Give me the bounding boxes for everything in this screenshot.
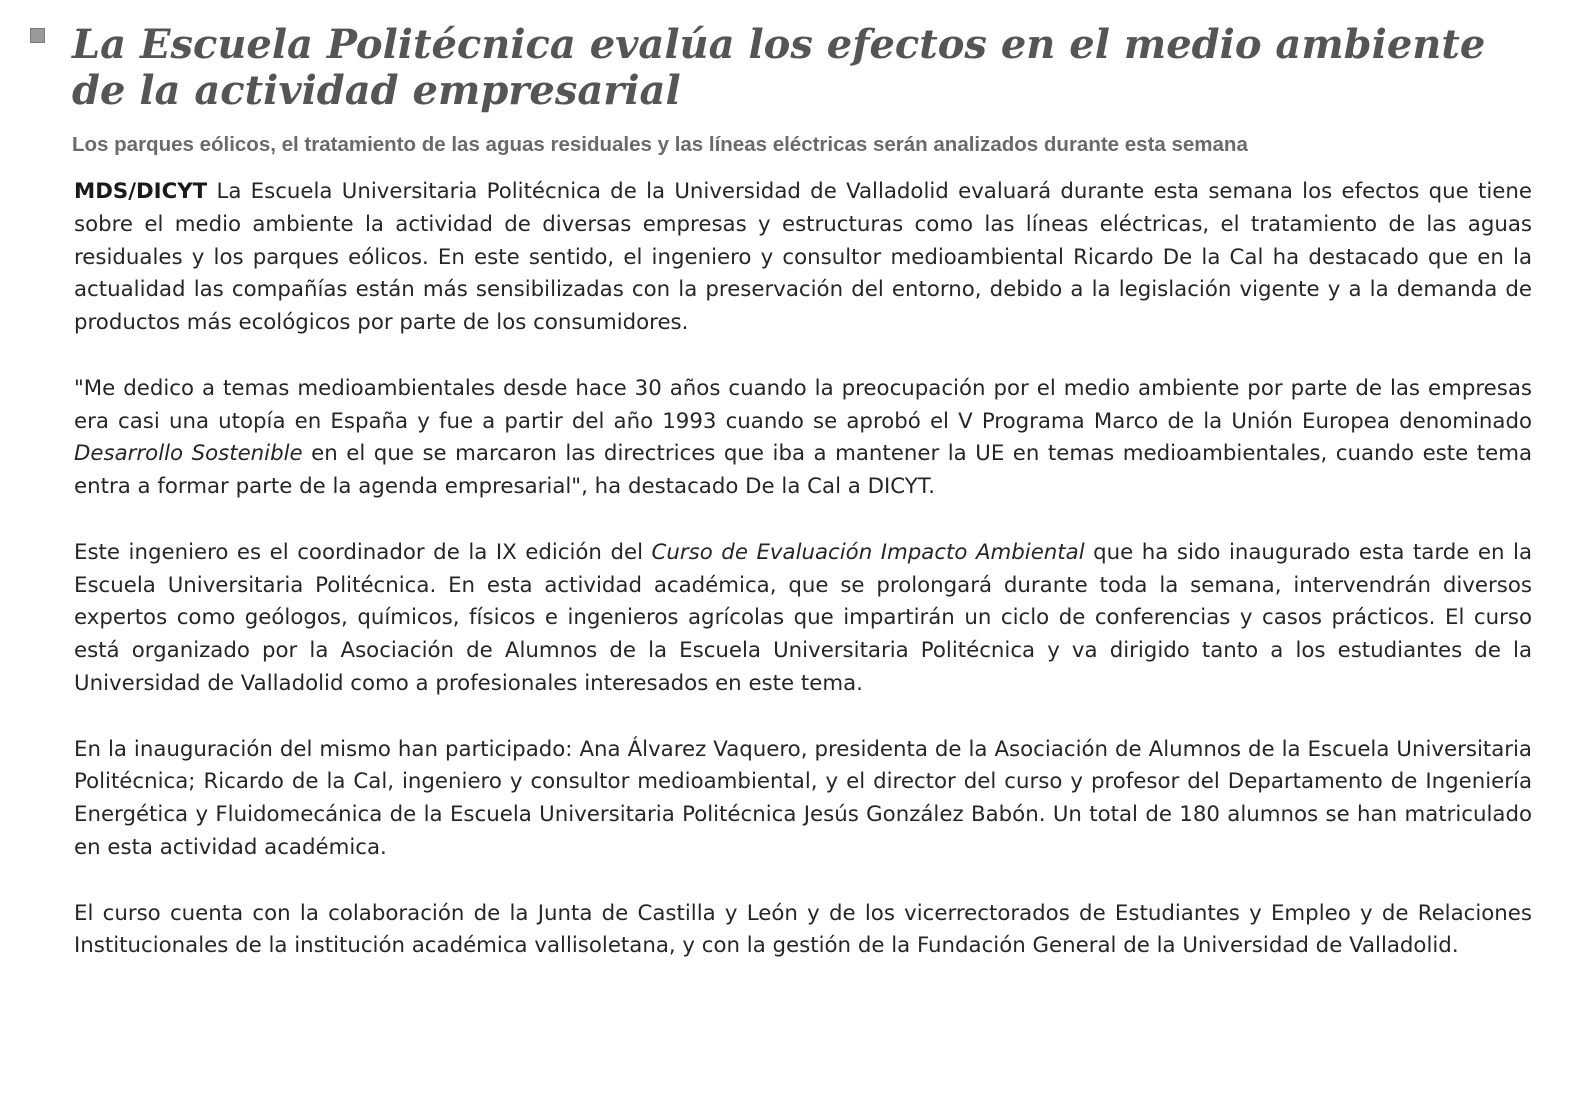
paragraph-2 <box>74 373 1532 504</box>
paragraph-5: El curso cuenta con la colaboración de la Junta de Castilla y León y de los vicerrectorados de Estudiantes y Empleo y de Relaciones Institucionales de la institución académica vallisoletana, y con la gestión de la Fundación General de la Universidad de Valladolid. <box>74 900 1532 959</box>
paragraph-1 <box>74 176 1532 340</box>
square-bullet-icon <box>30 28 45 43</box>
paragraph-3-text-end: que ha sido inaugurado esta tarde en la Escuela Universitaria Politécnica. En esta actividad académica, que se prolongará durante toda la semana, intervendrán diversos expertos como geólogos, químicos, físicos e ingenieros agrícolas que impartirán un ciclo de conferencias y casos prácticos. El curso está organizado por la Asociación de Alumnos de la Escuela Universitaria Politécnica y va dirigido tanto a los estudiantes de la Universidad de Valladolid como a profesionales interesados en este tema. <box>74 539 1532 696</box>
paragraph-2-text-end: en el que se marcaron las directrices que iba a mantener la UE en temas medioambientales, cuando este tema entra a formar parte de la agenda empresarial", ha destacado De la Cal a DICYT. <box>74 441 1532 500</box>
byline: MDS/DICYT <box>74 179 208 204</box>
paragraph-3 <box>74 537 1532 701</box>
course-name: Curso de Evaluación Impacto Ambiental <box>651 539 1085 565</box>
paragraph-3-text-start: Este ingeniero es el coordinador de la IX edición del <box>74 539 652 565</box>
paragraph-4: En la inauguración del mismo han participado: Ana Álvarez Vaquero, presidenta de la Asociación de Alumnos de la Escuela Universitaria Politécnica; Ricardo de la Cal, ingeniero y consultor medioambiental, y el director del curso y profesor del Departamento de Ingeniería Energética y Fluidomecánica de la Escuela Universitaria Politécnica Jesús González Babón. Un total de 180 alumnos se han matriculado en esta actividad académica. <box>74 736 1532 860</box>
program-name: Desarrollo Sostenible <box>74 441 303 467</box>
article-subheadline: Los parques eólicos, el tratamiento de las aguas residuales y las líneas eléctricas serán analizados durante esta semana <box>72 133 1248 156</box>
paragraph-1-text: La Escuela Universitaria Politécnica de la Universidad de Valladolid evaluará durante esta semana los efectos que tiene sobre el medio ambiente la actividad de diversas empresas y estructuras como las líneas eléctricas, el tratamiento de las aguas residuales y los parques eólicos. En este sentido, el ingeniero y consultor medioambiental Ricardo De la Cal ha destacado que en la actualidad las compañías están más sensibilizadas con la preservación del entorno, debido a la legislación vigente y a la demanda de productos más ecológicos por parte de los consumidores. <box>74 179 1532 336</box>
article-body <box>74 176 1532 996</box>
article-headline: La Escuela Politécnica evalúa los efectos en el medio ambiente de la actividad empresarial <box>72 21 1486 114</box>
paragraph-2-text-start: "Me dedico a temas medioambientales desde hace 30 años cuando la preocupación por el medio ambiente por parte de las empresas era casi una utopía en España y fue a partir del año 1993 cuando se aprobó el V Programa Marco de la Unión Europea denominado <box>74 375 1532 434</box>
